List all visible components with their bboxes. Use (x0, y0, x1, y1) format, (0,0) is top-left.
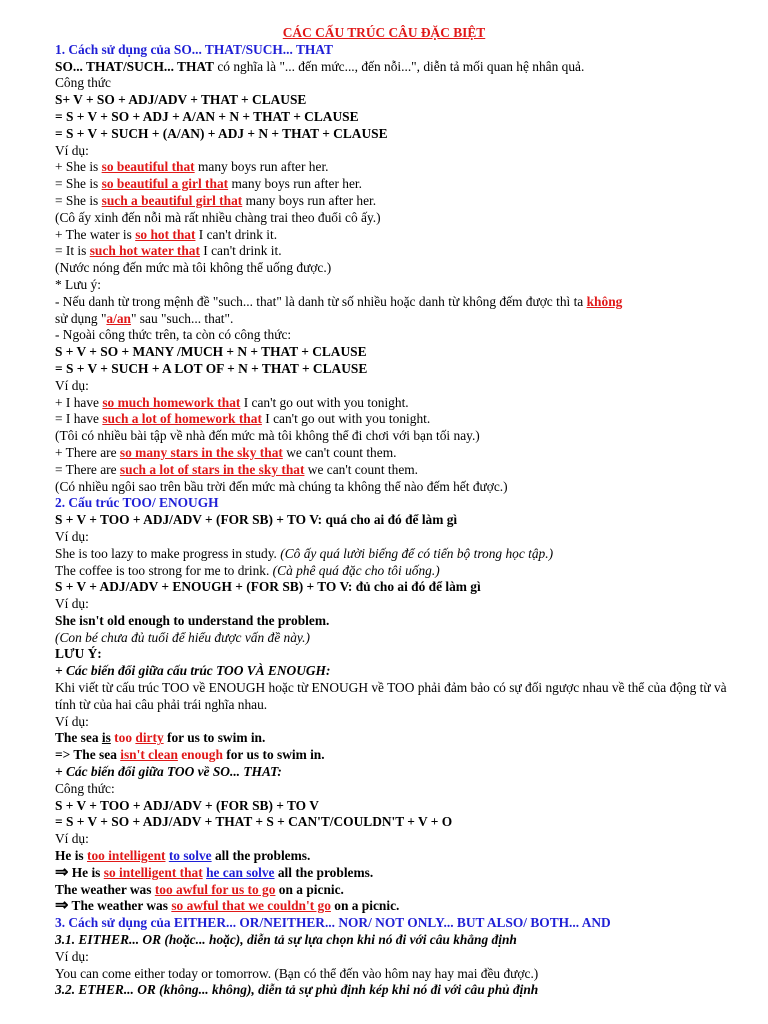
highlight: such hot water that (89, 243, 200, 259)
s2-subheading-1: + Các biến đổi giữa cấu trúc TOO VÀ ENOUGH: (55, 663, 331, 679)
section-2-heading: 2. Cấu trúc TOO/ ENOUGH (55, 495, 219, 511)
s2-formula-2: S + V + ADJ/ADV + ENOUGH + (FOR SB) + TO V: đủ cho ai đó để làm gì (55, 579, 481, 595)
highlight: isn't clean (120, 747, 178, 763)
s1-note-2 (55, 311, 748, 328)
text: " sau "such... that". (130, 310, 234, 326)
text: we can't count them. (304, 461, 419, 477)
s2-example-9 (55, 898, 748, 915)
s2-note-label: LƯU Ý: (55, 646, 102, 662)
s1-note-3: - Ngoài công thức trên, ta còn có công thức: (55, 327, 292, 343)
text: He is (55, 848, 87, 864)
s2-example-7 (55, 865, 748, 882)
s1-formula-3: = S + V + SUCH + (A/AN) + ADJ + N + THAT + CLAUSE (55, 125, 388, 141)
s2-subheading-2: + Các biến đổi giữa TOO về SO... THAT: (55, 764, 282, 780)
s1-translation-4: (Có nhiều ngôi sao trên bầu trời đến mức mà chúng ta không thể nào đếm hết được.) (55, 478, 508, 494)
s2-formula-4: = S + V + SO + ADJ/ADV + THAT + S + CAN'T/COULDN'T + V + O (55, 814, 453, 830)
s1-translation-2: (Nước nóng đến mức mà tôi không thể uống được.) (55, 260, 332, 276)
s1-example-9 (55, 462, 748, 479)
text: all the problems. (274, 864, 374, 880)
s2-example-label: Ví dụ: (55, 528, 89, 544)
s1-formula-4: S + V + SO + MANY /MUCH + N + THAT + CLAUSE (55, 344, 367, 360)
highlight: so awful that we couldn't go (171, 898, 331, 914)
highlight: he can solve (206, 864, 275, 880)
s2-example-1 (55, 546, 748, 563)
text: + I have (55, 394, 103, 410)
translation: (Cà phê quá đặc cho tôi uống.) (272, 562, 440, 578)
s3-example-1: You can come either today or tomorrow. (Bạn có thể đến vào hôm nay hay mai đều được.) (55, 965, 539, 981)
s1-example-5 (55, 243, 748, 260)
text: many boys run after her. (194, 159, 329, 175)
text: for us to swim in. (163, 730, 266, 746)
s2-example-5 (55, 747, 748, 764)
highlight: so beautiful a girl that (101, 176, 229, 192)
s1-note-label: * Lưu ý: (55, 276, 101, 292)
section-1-heading: 1. Cách sử dụng của SO... THAT/SUCH... THAT (55, 41, 333, 57)
s1-formula-label: Công thức (55, 75, 111, 91)
s2-example-2 (55, 563, 748, 580)
s1-example-7 (55, 411, 748, 428)
text: + She is (55, 159, 102, 175)
text: for us to swim in. (222, 747, 325, 763)
highlight: so beautiful that (101, 159, 195, 175)
s3-subheading-2: 3.2. ETHER... OR (không... không), diễn tả sự phủ định kép khi nó đi với câu phủ định (55, 982, 539, 998)
text: The sea (55, 730, 102, 746)
text: => The sea (55, 747, 121, 763)
s1-intro (55, 59, 748, 76)
text: = I have (55, 411, 103, 427)
s2-example-label-4: Ví dụ: (55, 831, 89, 847)
text: on a picnic. (330, 898, 400, 914)
s3-example-label: Ví dụ: (55, 948, 89, 964)
highlight: enough (177, 747, 223, 763)
page-title: CÁC CẤU TRÚC CÂU ĐẶC BIỆT (282, 25, 486, 40)
text: The coffee is too strong for me to drink. (55, 562, 273, 578)
text: sử dụng " (55, 310, 107, 326)
text: = There are (55, 461, 120, 477)
highlight: so hot that (135, 226, 196, 242)
s1-example-1 (55, 159, 748, 176)
s1-example-label-2: Ví dụ: (55, 377, 89, 393)
s1-example-4 (55, 227, 748, 244)
text: He is (68, 864, 104, 880)
highlight: to solve (168, 848, 212, 864)
highlight: is (101, 730, 111, 746)
text: many boys run after her. (242, 192, 377, 208)
text: I can't drink it. (199, 243, 282, 259)
s2-example-4 (55, 730, 748, 747)
text: I can't go out with you tonight. (261, 411, 431, 427)
highlight: so many stars in the sky that (119, 444, 283, 460)
s2-formula-label: Công thức: (55, 780, 115, 796)
highlight: such a beautiful girl that (101, 192, 243, 208)
s1-translation-1: (Cô ấy xinh đến nỗi mà rất nhiều chàng trai theo đuổi cô ấy.) (55, 209, 381, 225)
highlight: too (114, 730, 133, 746)
text: many boys run after her. (228, 176, 362, 192)
s1-formula-2: = S + V + SO + ADJ + A/AN + N + THAT + CLAUSE (55, 108, 359, 124)
text: - Nếu danh từ trong mệnh đề "such... that" là danh từ số nhiều hoặc danh từ không đếm được thì ta (55, 293, 587, 309)
section-3-heading: 3. Cách sử dụng của EITHER... OR/NEITHER... NOR/ NOT ONLY... BUT ALSO/ BOTH... AND (55, 915, 611, 931)
text: The weather was (55, 881, 155, 897)
text: we can't count them. (282, 444, 397, 460)
highlight: a/an (106, 310, 131, 326)
text: The weather was (68, 898, 172, 914)
highlight: too intelligent (87, 848, 166, 864)
text: = She is (55, 176, 102, 192)
translation: (Cô ấy quá lười biếng để có tiến bộ trong học tập.) (280, 545, 554, 561)
text: + The water is (55, 226, 136, 242)
highlight: so much homework that (102, 394, 241, 410)
s1-example-8 (55, 445, 748, 462)
s2-translation-3: (Con bé chưa đủ tuổi để hiểu được vấn đề này.) (55, 629, 310, 645)
highlight: such a lot of stars in the sky that (119, 461, 305, 477)
text: I can't drink it. (195, 226, 278, 242)
text: + There are (55, 444, 120, 460)
highlight: too awful for us to go (154, 881, 276, 897)
arrow-right-icon: ⇒ (55, 897, 69, 915)
highlight: such a lot of homework that (102, 411, 262, 427)
s1-example-2 (55, 176, 748, 193)
text: = She is (55, 192, 102, 208)
s2-formula-3: S + V + TOO + ADJ/ADV + (FOR SB) + TO V (55, 797, 319, 813)
s1-example-6 (55, 395, 748, 412)
s2-example-3: She isn't old enough to understand the problem. (55, 612, 330, 628)
s1-intro-rest: có nghĩa là "... đến mức..., đến nỗi...", diễn tả mối quan hệ nhân quả. (214, 58, 585, 74)
highlight: so intelligent that (103, 864, 203, 880)
s1-example-label: Ví dụ: (55, 142, 89, 158)
text: on a picnic. (275, 881, 344, 897)
highlight: không (586, 293, 623, 309)
s2-example-label-3: Ví dụ: (55, 713, 89, 729)
s2-example-6 (55, 848, 748, 865)
s1-example-3 (55, 193, 748, 210)
s3-subheading-1: 3.1. EITHER... OR (hoặc... hoặc), diễn tả sự lựa chọn khi nó đi với câu khẳng định (55, 932, 517, 948)
text: = It is (55, 243, 90, 259)
s2-example-label-2: Ví dụ: (55, 596, 89, 612)
s1-translation-3: (Tôi có nhiều bài tập về nhà đến mức mà tôi không thể đi chơi với bạn tối nay.) (55, 428, 480, 444)
s2-paragraph: Khi viết từ cấu trúc TOO về ENOUGH hoặc từ ENOUGH về TOO phải đảm bảo có sự đối ngược nhau về thể của động từ và tính từ của hai câu phải trái nghĩa nhau. (55, 680, 727, 712)
arrow-right-icon: ⇒ (55, 863, 69, 881)
text: all the problems. (211, 848, 311, 864)
highlight: dirty (135, 730, 164, 746)
s1-formula-1: S+ V + SO + ADJ/ADV + THAT + CLAUSE (55, 92, 307, 108)
s1-note-1 (55, 294, 748, 311)
s1-formula-5: = S + V + SUCH + A LOT OF + N + THAT + CLAUSE (55, 360, 368, 376)
text: She is too lazy to make progress in study. (55, 545, 281, 561)
text: I can't go out with you tonight. (240, 394, 409, 410)
s1-intro-bold: SO... THAT/SUCH... THAT (55, 58, 214, 74)
s2-formula-1: S + V + TOO + ADJ/ADV + (FOR SB) + TO V: quá cho ai đó để làm gì (55, 512, 458, 528)
s2-example-8 (55, 882, 748, 899)
